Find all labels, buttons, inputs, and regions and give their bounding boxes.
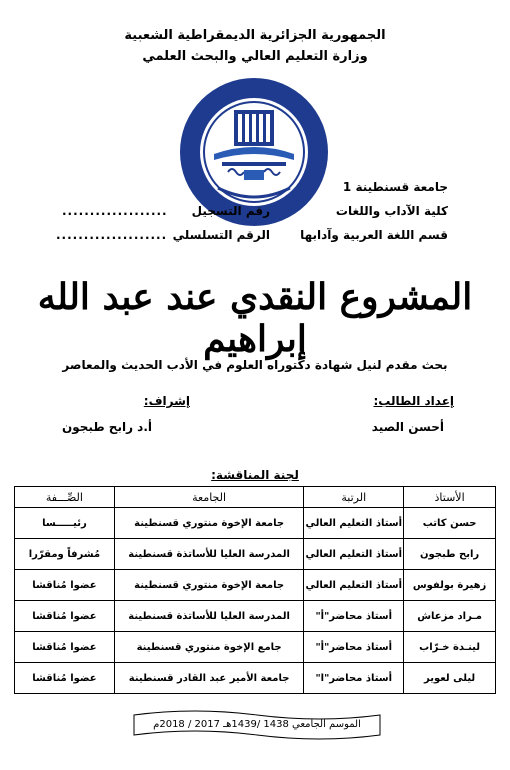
- faculty-name: كلية الآداب واللغات: [335, 204, 448, 218]
- ministry-heading: وزارة التعليم العالي والبحث العلمي: [142, 49, 368, 64]
- student-label: إعداد الطالب:: [373, 394, 454, 408]
- academic-year: الموسم الجامعي 1438 /1439هـ 2017 / 2018م: [153, 719, 361, 730]
- member-rank: أستاذ محاضر"أ": [304, 601, 404, 632]
- member-name: ليلى لعوير: [404, 663, 496, 694]
- thesis-subtitle: بحث مقدم لنيل شهادة دكتوراه العلوم في الأدب الحديث والمعاصر: [62, 358, 448, 372]
- supervisor-name: أ.د رابح طبجون: [62, 420, 152, 434]
- table-row: [15, 601, 496, 632]
- member-rank: أستاذ محاضر"أ": [304, 632, 404, 663]
- member-rank: أستاذ التعليم العالي: [304, 539, 404, 570]
- member-name: مـراد مزعاش: [404, 601, 496, 632]
- republic-heading: الجمهورية الجزائرية الديمقراطية الشعبية: [124, 28, 386, 43]
- department-name: قسم اللغة العربية وآدابها: [300, 228, 448, 242]
- member-role: عضوا مُناقشا: [15, 601, 115, 632]
- registration-label: رقم التسجيل: [191, 204, 270, 218]
- serial-label: الرقم التسلسلي: [172, 228, 270, 242]
- member-name: زهيرة بولفوس: [404, 570, 496, 601]
- registration-value: ...................: [62, 204, 168, 218]
- member-university: المدرسة العليا للأساتذة قسنطينة: [114, 601, 304, 632]
- header-role: الصِّـــفة: [15, 487, 115, 508]
- member-rank: أستاذ التعليم العالي: [304, 570, 404, 601]
- header-university: الجامعة: [114, 487, 304, 508]
- member-role: رئيـــــسا: [15, 508, 115, 539]
- committee-title: لجنة المناقشة:: [211, 468, 299, 482]
- member-university: جامعة الإخوة منتوري قسنطينة: [114, 570, 304, 601]
- table-row: [15, 508, 496, 539]
- header-rank: الرتبة: [304, 487, 404, 508]
- member-rank: أستاذ محاضر"ا": [304, 663, 404, 694]
- committee-table: [14, 486, 496, 694]
- table-row: [15, 570, 496, 601]
- table-row: [15, 539, 496, 570]
- member-role: مُشرفاً ومقرّرا: [15, 539, 115, 570]
- member-university: جامعة الإخوة منتوري قسنطينة: [114, 508, 304, 539]
- member-university: جامعة الأمير عبد القادر قسنطينة: [114, 663, 304, 694]
- table-row: [15, 632, 496, 663]
- table-row: [15, 663, 496, 694]
- serial-value: ....................: [56, 228, 168, 242]
- header-professor: الأستاذ: [404, 487, 496, 508]
- member-rank: أستاذ التعليم العالي: [304, 508, 404, 539]
- member-role: عضوا مُناقشا: [15, 570, 115, 601]
- supervisor-label: إشراف:: [143, 394, 190, 408]
- committee-header-row: [15, 487, 496, 508]
- member-university: جامع الإخوة منتوري قسنطينة: [114, 632, 304, 663]
- member-name: لينـدة خـرّاب: [404, 632, 496, 663]
- student-name: أحسن الصيد: [371, 420, 444, 434]
- university-name: جامعة قسنطينة 1: [342, 180, 448, 194]
- member-name: رابح طبجون: [404, 539, 496, 570]
- member-role: عضوا مُناقشا: [15, 632, 115, 663]
- member-role: عضوا مُناقشا: [15, 663, 115, 694]
- member-university: المدرسة العليا للأساتذة قسنطينة: [114, 539, 304, 570]
- member-name: حسن كاتب: [404, 508, 496, 539]
- thesis-title: المشروع النقدي عند عبد الله إبراهيم: [37, 276, 473, 360]
